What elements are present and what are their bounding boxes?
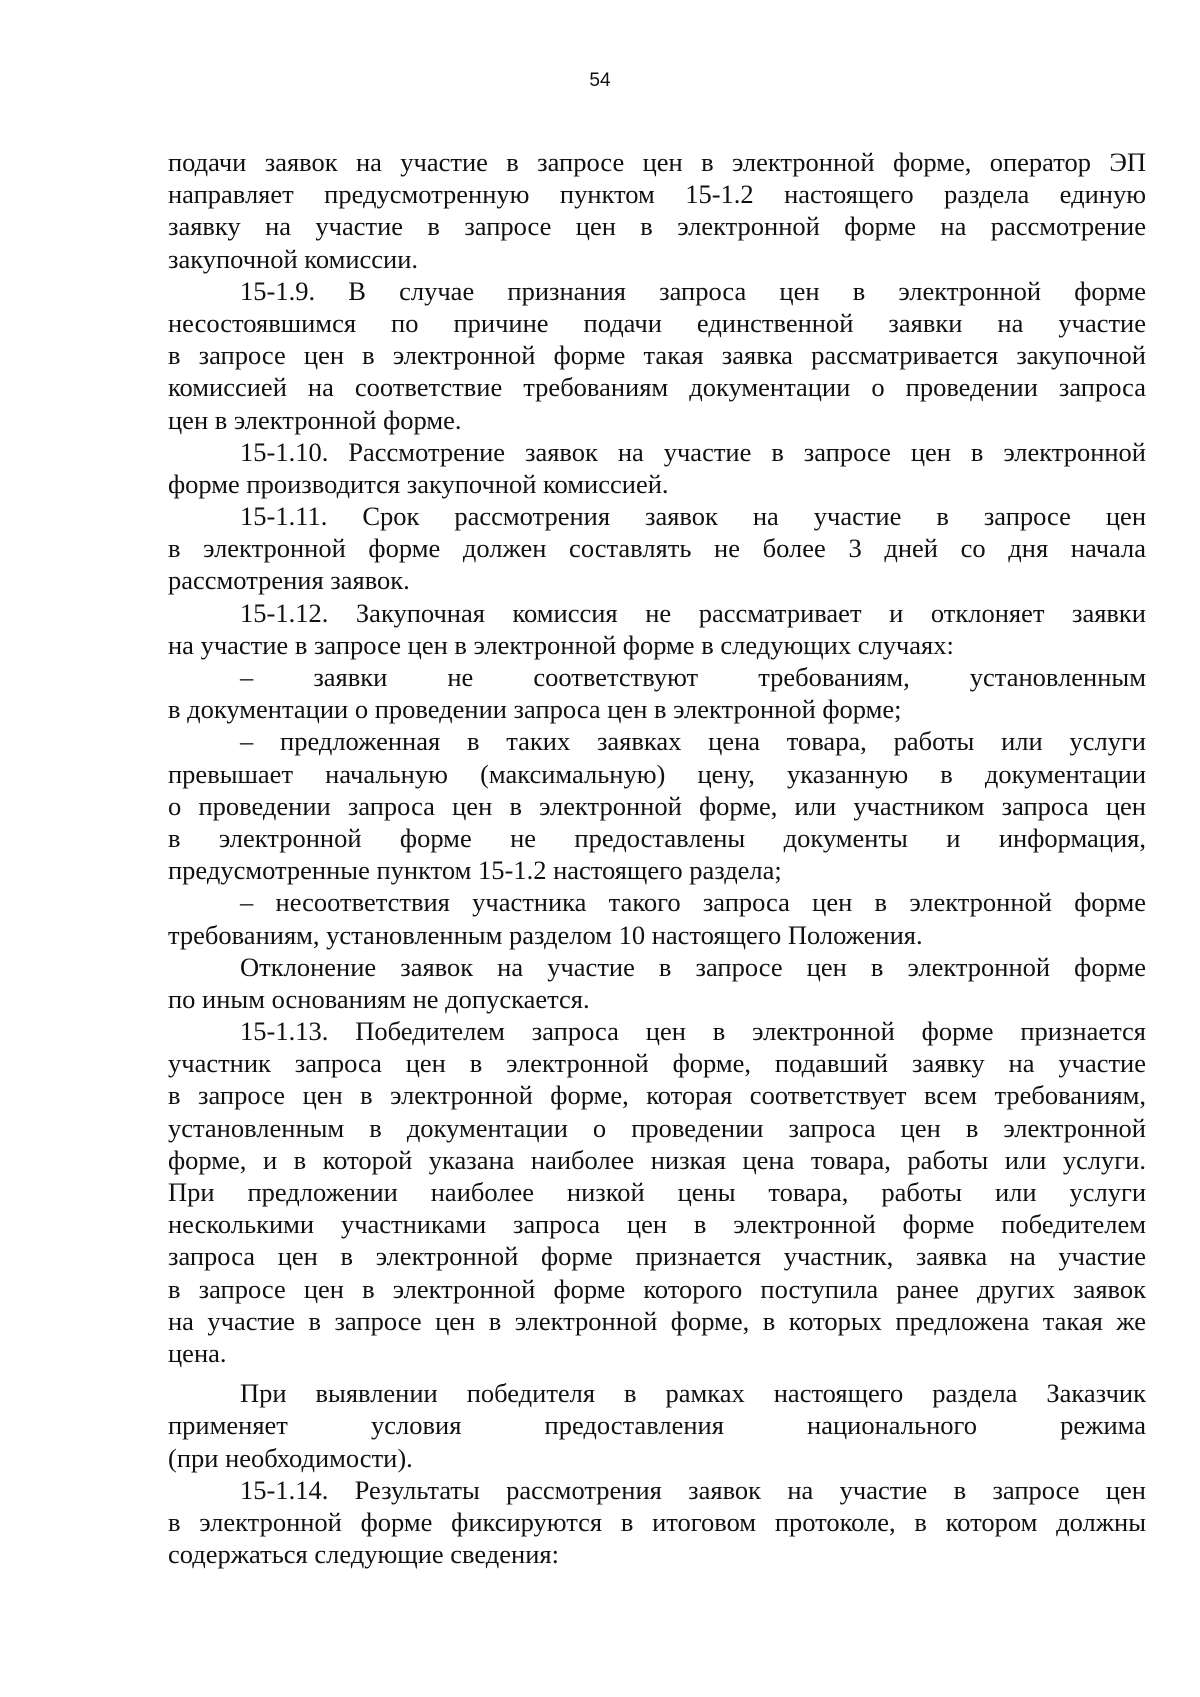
text-line: комиссией на соответствие требованиям документации о проведении запроса (168, 372, 1146, 403)
text-line: в запросе цен в электронной форме которого поступила ранее других заявок (168, 1273, 1146, 1304)
list-item-line: – предложенная в таких заявках цена товара, работы или услуги (240, 726, 1146, 757)
text-line: цен в электронной форме. (168, 404, 462, 435)
text-line: цена. (168, 1337, 227, 1368)
text-line: на участие в запросе цен в электронной форме в следующих случаях: (168, 629, 954, 660)
text-line: 15-1.11. Срок рассмотрения заявок на участие в запросе цен (240, 501, 1146, 532)
text-line: в запросе цен в электронной форме, которая соответствует всем требованиям, (168, 1080, 1146, 1111)
text-line: направляет предусмотренную пунктом 15-1.2 настоящего раздела единую (168, 179, 1146, 210)
text-line: запроса цен в электронной форме признается участник, заявка на участие (168, 1241, 1146, 1272)
text-line: рассмотрения заявок. (168, 565, 410, 596)
text-line: (при необходимости). (168, 1442, 413, 1473)
text-line: требованиям, установленным разделом 10 настоящего Положения. (168, 919, 923, 950)
list-item-line: – заявки не соответствуют требованиям, установленным (240, 662, 1146, 692)
text-line: в электронной форме должен составлять не более 3 дней со дня начала (168, 533, 1146, 564)
text-line: предусмотренные пунктом 15-1.2 настоящего раздела; (168, 855, 782, 886)
text-line: подачи заявок на участие в запросе цен в электронной форме, оператор ЭП (168, 147, 1146, 177)
text-line: При выявлении победителя в рамках настоящего раздела Заказчик (240, 1378, 1146, 1409)
text-line: содержаться следующие сведения: (168, 1539, 559, 1570)
page-number: 54 (589, 70, 611, 91)
text-line: форме производится закупочной комиссией. (168, 468, 669, 499)
text-line: 15-1.13. Победителем запроса цен в электронной форме признается (240, 1016, 1146, 1047)
text-line: заявку на участие в запросе цен в электронной форме на рассмотрение (168, 211, 1146, 242)
list-item-line: – несоответствия участника такого запроса цен в электронной форме (240, 887, 1146, 918)
text-line: в электронной форме не предоставлены документы и информация, (168, 822, 1146, 853)
text-line: форме, и в которой указана наиболее низкая цена товара, работы или услуги. (168, 1144, 1146, 1175)
text-line: применяет условия предоставления национального режима (168, 1410, 1146, 1441)
text-line: на участие в запросе цен в электронной форме, в которых предложена такая же (168, 1305, 1146, 1336)
text-line: При предложении наиболее низкой цены товара, работы или услуги (168, 1177, 1146, 1207)
document-body (168, 146, 1146, 1570)
text-line: 15-1.12. Закупочная комиссия не рассматривает и отклоняет заявки (240, 597, 1146, 628)
text-line: участник запроса цен в электронной форме, подавший заявку на участие (168, 1048, 1146, 1079)
text-line: 15-1.14. Результаты рассмотрения заявок на участие в запросе цен (240, 1474, 1146, 1505)
text-line: 15-1.10. Рассмотрение заявок на участие в запросе цен в электронной (240, 436, 1146, 467)
text-line: по иным основаниям не допускается. (168, 983, 590, 1014)
text-line: в документации о проведении запроса цен в электронной форме; (168, 694, 902, 725)
text-line: несколькими участниками запроса цен в электронной форме победителем (168, 1209, 1146, 1240)
text-line: несостоявшимся по причине подачи единственной заявки на участие (168, 307, 1146, 338)
text-line: закупочной комиссии. (168, 243, 419, 274)
text-line: в запросе цен в электронной форме такая заявка рассматривается закупочной (168, 340, 1146, 371)
text-line: установленным в документации о проведении запроса цен в электронной (168, 1112, 1146, 1143)
text-line: превышает начальную (максимальную) цену, указанную в документации (168, 758, 1146, 789)
text-line: Отклонение заявок на участие в запросе цен в электронной форме (240, 951, 1146, 982)
text-line: в электронной форме фиксируются в итоговом протоколе, в котором должны (168, 1506, 1146, 1537)
text-line: о проведении запроса цен в электронной форме, или участником запроса цен (168, 790, 1146, 821)
text-line: 15-1.9. В случае признания запроса цен в электронной форме (240, 275, 1146, 306)
